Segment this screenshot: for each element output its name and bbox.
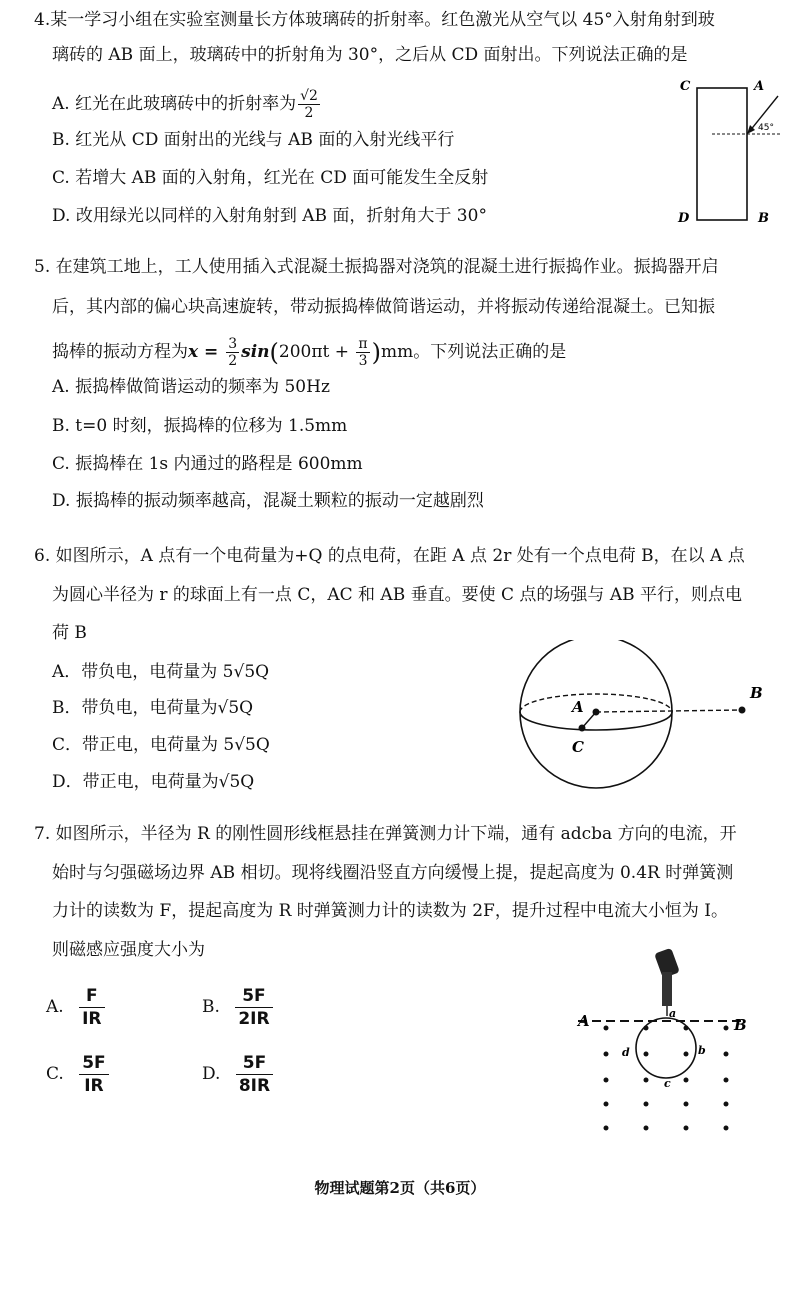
point-c	[579, 725, 586, 732]
point-b	[739, 707, 746, 714]
q4-stem-line-2: 璃砖的 AB 面上，玻璃砖中的折射角为 30°，之后从 CD 面射出。下列说法正确的是	[52, 45, 688, 65]
q7-option-d	[202, 1052, 273, 1097]
q5-eq-amplitude	[226, 336, 239, 369]
q7-a-den: IR	[82, 1009, 102, 1029]
page-footer: 物理试题第2页（共6页）	[314, 1179, 486, 1197]
label-point-a: a	[669, 1007, 677, 1020]
label-a: A	[572, 698, 584, 716]
q6-option-a: A．带负电，电荷量为 5√5Q	[52, 662, 270, 682]
q5-eq-paren-open: (	[269, 338, 279, 367]
q5-equation-intro: 捣棒的振动方程为	[52, 342, 188, 362]
label-boundary-a: A	[578, 1012, 590, 1030]
label-d: D	[678, 211, 690, 226]
q6-sphere-figure	[510, 640, 790, 800]
q4-option-d: D. 改用绿光以同样的入射角射到 AB 面，折射角大于 30°	[52, 206, 487, 226]
q5-eq-inner: 200πt +	[278, 342, 355, 362]
q7-magnetic-field-figure	[572, 944, 772, 1144]
q4-stem-line-1: 4.某一学习小组在实验室测量长方体玻璃砖的折射率。红色激光从空气以 45°入射角射到玻	[34, 10, 715, 30]
q7-b-den: 2IR	[238, 1009, 270, 1029]
q5-eq-amp-num: 3	[228, 336, 238, 352]
q7-option-b	[202, 985, 273, 1030]
label-point-b: b	[698, 1044, 706, 1057]
q7-c-den: IR	[84, 1076, 104, 1096]
q7-option-d-fraction	[236, 1052, 273, 1097]
q5-eq-unit: mm。下列说法正确的是	[381, 342, 567, 362]
q4-option-a	[52, 88, 322, 121]
q4-option-c: C. 若增大 AB 面的入射角，红光在 CD 面可能发生全反射	[52, 168, 489, 188]
label-point-d: d	[622, 1046, 630, 1059]
q5-eq-phase	[356, 336, 369, 369]
label-c: C	[680, 79, 691, 94]
angle-label: 45°	[758, 123, 774, 133]
point-a	[593, 709, 600, 716]
q7-c-num: 5F	[79, 1052, 108, 1075]
q4-option-a-fraction	[298, 88, 320, 121]
q7-option-c	[46, 1052, 109, 1097]
q5-option-b: B. t=0 时刻，振捣棒的位移为 1.5mm	[52, 416, 348, 436]
q6-stem-line-3: 荷 B	[52, 623, 87, 643]
q7-option-a-fraction	[79, 985, 104, 1030]
q5-eq-sin: sin	[241, 342, 270, 362]
q5-eq-amp-den: 2	[228, 353, 238, 369]
q7-option-c-label: C.	[46, 1064, 64, 1084]
q7-option-d-label: D.	[202, 1064, 221, 1084]
label-a: A	[754, 79, 765, 94]
label-boundary-b: B	[734, 1016, 747, 1034]
q6-option-d: D．带正电，电荷量为√5Q	[52, 772, 255, 792]
ab-dashed-line	[596, 710, 742, 712]
q5-stem-line-2: 后，其内部的偏心块高速旋转，带动振捣棒做简谐运动，并将振动传递给混凝土。已知振	[52, 297, 715, 317]
q5-eq-phase-den: 3	[358, 353, 368, 369]
q7-b-num: 5F	[235, 985, 272, 1008]
q5-option-d: D. 振捣棒的振动频率越高，混凝土颗粒的振动一定越剧烈	[52, 491, 484, 511]
q4-option-b: B. 红光从 CD 面射出的光线与 AB 面的入射光线平行	[52, 130, 455, 150]
label-b: B	[750, 684, 763, 702]
q4-fraction-numerator: √2	[300, 88, 318, 104]
q7-a-num: F	[79, 985, 104, 1008]
label-b: B	[758, 211, 769, 226]
q7-stem-line-4: 则磁感应强度大小为	[52, 940, 205, 960]
q5-option-a: A. 振捣棒做简谐运动的频率为 50Hz	[52, 377, 330, 397]
q5-stem-line-1: 5. 在建筑工地上，工人使用插入式混凝土振捣器对浇筑的混凝土进行振捣作业。振捣器开启	[34, 257, 719, 277]
q7-option-b-fraction	[235, 985, 272, 1030]
q4-fraction-denominator: 2	[304, 105, 314, 121]
q6-stem-line-1: 6. 如图所示，A 点有一个电荷量为+Q 的点电荷，在距 A 点 2r 处有一个点电荷 B，在以 A 点	[34, 546, 745, 566]
q5-eq-phase-num: π	[358, 336, 368, 352]
glass-brick-rect	[697, 88, 747, 220]
q6-option-c: C．带正电，电荷量为 5√5Q	[52, 735, 270, 755]
q5-eq-paren-close: )	[371, 338, 381, 367]
label-c: C	[572, 738, 584, 756]
q5-option-c: C. 振捣棒在 1s 内通过的路程是 600mm	[52, 454, 363, 474]
q5-eq-x: x =	[188, 342, 225, 362]
q6-option-b: B．带负电，电荷量为√5Q	[52, 698, 254, 718]
q7-option-b-label: B.	[202, 997, 220, 1017]
spring-scale-icon	[654, 948, 680, 1016]
q4-glass-brick-figure	[670, 72, 790, 232]
q7-d-num: 5F	[236, 1052, 273, 1075]
q7-stem-line-3: 力计的读数为 F，提起高度为 R 时弹簧测力计的读数为 2F，提升过程中电流大小恒为 I。	[52, 901, 728, 921]
q7-stem-line-1: 7. 如图所示，半径为 R 的刚性圆形线框悬挂在弹簧测力计下端，通有 adcba 方向的电流，开	[34, 824, 737, 844]
q6-stem-line-2: 为圆心半径为 r 的球面上有一点 C，AC 和 AB 垂直。要使 C 点的场强与 AB 平行，则点电	[52, 585, 743, 605]
label-point-c: c	[664, 1077, 671, 1090]
q5-stem-line-3	[52, 336, 566, 369]
q7-option-a-label: A.	[46, 997, 64, 1017]
q7-d-den: 8IR	[238, 1076, 271, 1096]
q7-option-c-fraction	[79, 1052, 108, 1097]
q7-option-a	[46, 985, 105, 1030]
q7-stem-line-2: 始时与匀强磁场边界 AB 相切。现将线圈沿竖直方向缓慢上提，提起高度为 0.4R 时弹簧测	[52, 863, 734, 883]
q4-option-a-text: A. 红光在此玻璃砖中的折射率为	[52, 94, 297, 114]
